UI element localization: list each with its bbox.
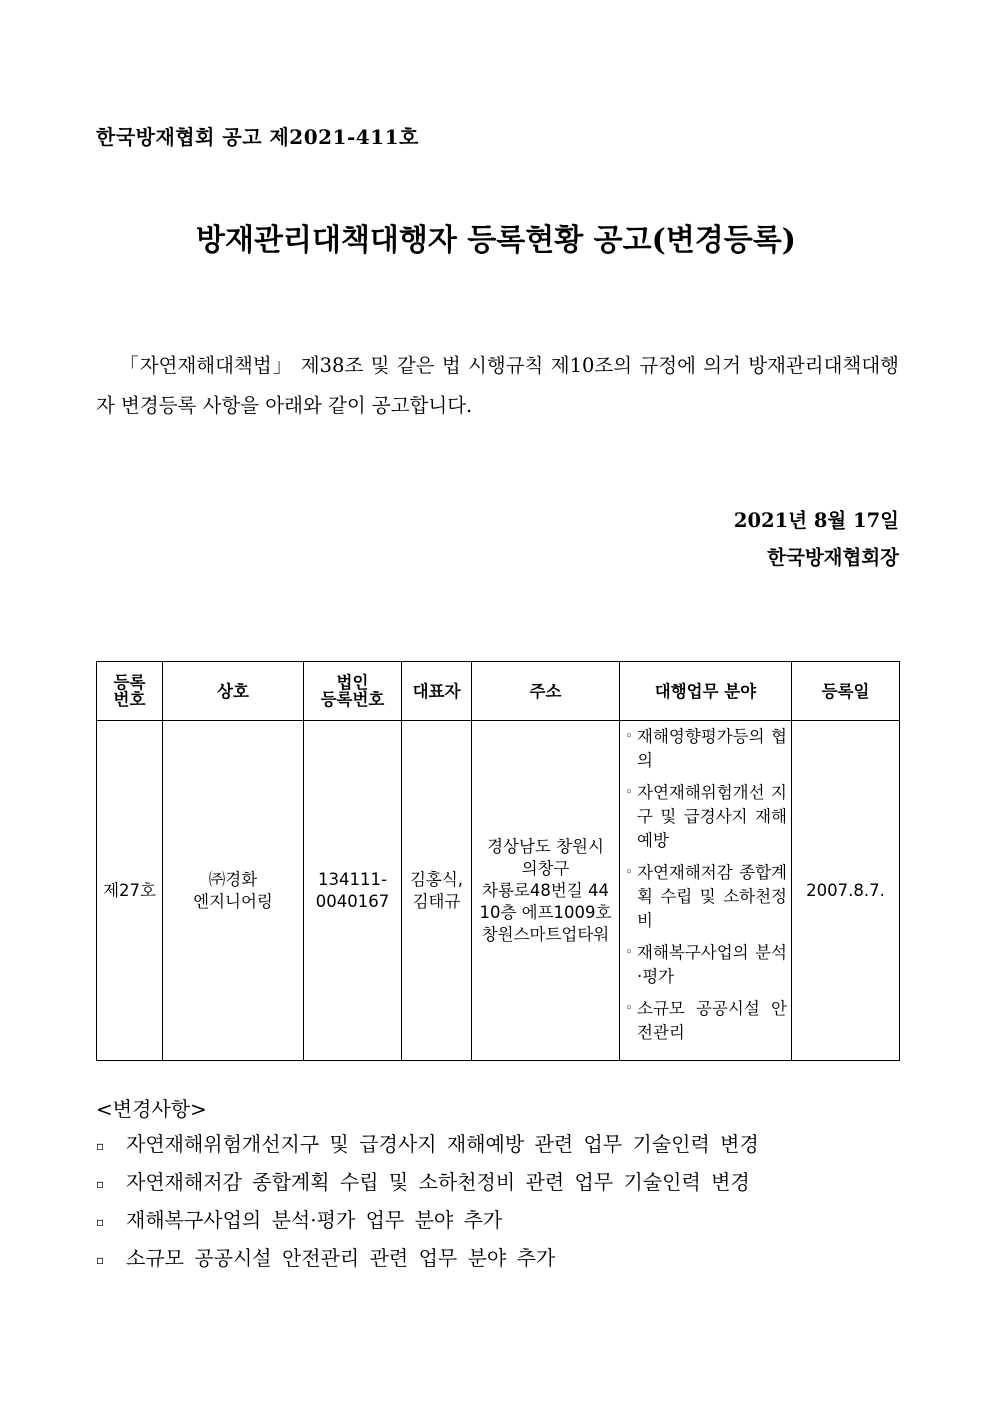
field-text: 자연재해위험개선 지구 및 급경사지 재해예방 bbox=[637, 783, 787, 850]
field-text: 소규모 공공시설 안전관리 bbox=[637, 999, 787, 1042]
header-reg-date bbox=[792, 662, 900, 721]
cell-company bbox=[163, 721, 304, 1061]
changes-section bbox=[96, 1093, 759, 1277]
body-text: 「자연재해대책법」 제38조 및 같은 법 시행규칙 제10조의 규정에 의거 방재관리대책대행자 변경등록 사항을 아래와 같이 공고합니다. bbox=[96, 354, 899, 417]
change-item bbox=[96, 1239, 759, 1277]
change-item bbox=[96, 1125, 759, 1163]
square-bullet-icon: ▫ bbox=[96, 1138, 105, 1153]
header-representative-text: 대표자 bbox=[412, 681, 461, 701]
field-text: 재해복구사업의 분석·평가 bbox=[637, 943, 787, 986]
header-fields-text: 대행업무 분야 bbox=[654, 681, 757, 701]
square-bullet-icon: ▫ bbox=[96, 1176, 105, 1191]
header-corp-reg-no bbox=[304, 662, 402, 721]
table-header-row bbox=[97, 662, 900, 721]
change-item-text: 자연재해저감 종합계획 수립 및 소하천정비 관련 업무 기술인력 변경 bbox=[126, 1170, 750, 1194]
header-representative bbox=[402, 662, 472, 721]
header-reg-no-text: 등록 번호 bbox=[113, 673, 146, 709]
field-bullet-icon: ◦ bbox=[625, 729, 633, 744]
cell-company-text: ㈜경화 엔지니어링 bbox=[193, 869, 273, 911]
field-bullet-icon: ◦ bbox=[625, 1001, 633, 1016]
changes-heading: <변경사항> bbox=[96, 1097, 207, 1121]
cell-fields bbox=[620, 721, 792, 1061]
field-item bbox=[625, 941, 787, 989]
header-address bbox=[472, 662, 620, 721]
change-item-text: 자연재해위험개선지구 및 급경사지 재해예방 관련 업무 기술인력 변경 bbox=[126, 1132, 759, 1156]
table-row bbox=[97, 721, 900, 1061]
change-item bbox=[96, 1201, 759, 1239]
cell-corp-reg-no-text: 134111- 0040167 bbox=[315, 869, 390, 911]
cell-representative-text: 김홍식, 김태규 bbox=[409, 869, 464, 911]
header-company bbox=[163, 662, 304, 721]
change-item-text: 소규모 공공시설 안전관리 관련 업무 분야 추가 bbox=[126, 1246, 556, 1270]
field-item bbox=[625, 861, 787, 933]
field-text: 자연재해저감 종합계획 수립 및 소하천정비 bbox=[637, 863, 787, 930]
field-item bbox=[625, 781, 787, 853]
cell-address bbox=[472, 721, 620, 1061]
header-reg-date-text: 등록일 bbox=[821, 681, 870, 701]
notice-number: 한국방재협회 공고 제2021-411호 bbox=[96, 125, 419, 149]
header-address-text: 주소 bbox=[529, 681, 562, 701]
square-bullet-icon: ▫ bbox=[96, 1214, 105, 1229]
header-corp-reg-no-text: 법인 등록번호 bbox=[320, 673, 385, 709]
cell-representative bbox=[402, 721, 472, 1061]
header-company-text: 상호 bbox=[217, 681, 249, 701]
cell-address-text: 경상남도 창원시 의창구 차룡로48번길 44 10층 에프1009호 창원스마트업타워 bbox=[479, 836, 612, 944]
field-item bbox=[625, 725, 787, 773]
header-fields bbox=[620, 662, 792, 721]
change-item-text: 재해복구사업의 분석·평가 업무 분야 추가 bbox=[126, 1208, 503, 1232]
field-bullet-icon: ◦ bbox=[625, 865, 633, 880]
cell-reg-no bbox=[97, 721, 163, 1061]
field-bullet-icon: ◦ bbox=[625, 785, 633, 800]
cell-reg-no-text: 제27호 bbox=[103, 880, 156, 900]
field-item bbox=[625, 997, 787, 1045]
square-bullet-icon: ▫ bbox=[96, 1252, 105, 1267]
change-item bbox=[96, 1163, 759, 1201]
cell-reg-date bbox=[792, 721, 900, 1061]
cell-reg-date-text: 2007.8.7. bbox=[806, 880, 885, 900]
cell-corp-reg-no bbox=[304, 721, 402, 1061]
registration-table bbox=[96, 661, 900, 1061]
header-reg-no bbox=[97, 662, 163, 721]
issuer-name: 한국방재협회장 bbox=[767, 546, 899, 569]
notice-date: 2021년 8월 17일 bbox=[733, 509, 899, 532]
field-bullet-icon: ◦ bbox=[625, 945, 633, 960]
body-paragraph bbox=[96, 346, 899, 426]
page-title: 방재관리대책대행자 등록현황 공고(변경등록) bbox=[196, 223, 796, 258]
field-text: 재해영향평가등의 협의 bbox=[637, 727, 787, 770]
